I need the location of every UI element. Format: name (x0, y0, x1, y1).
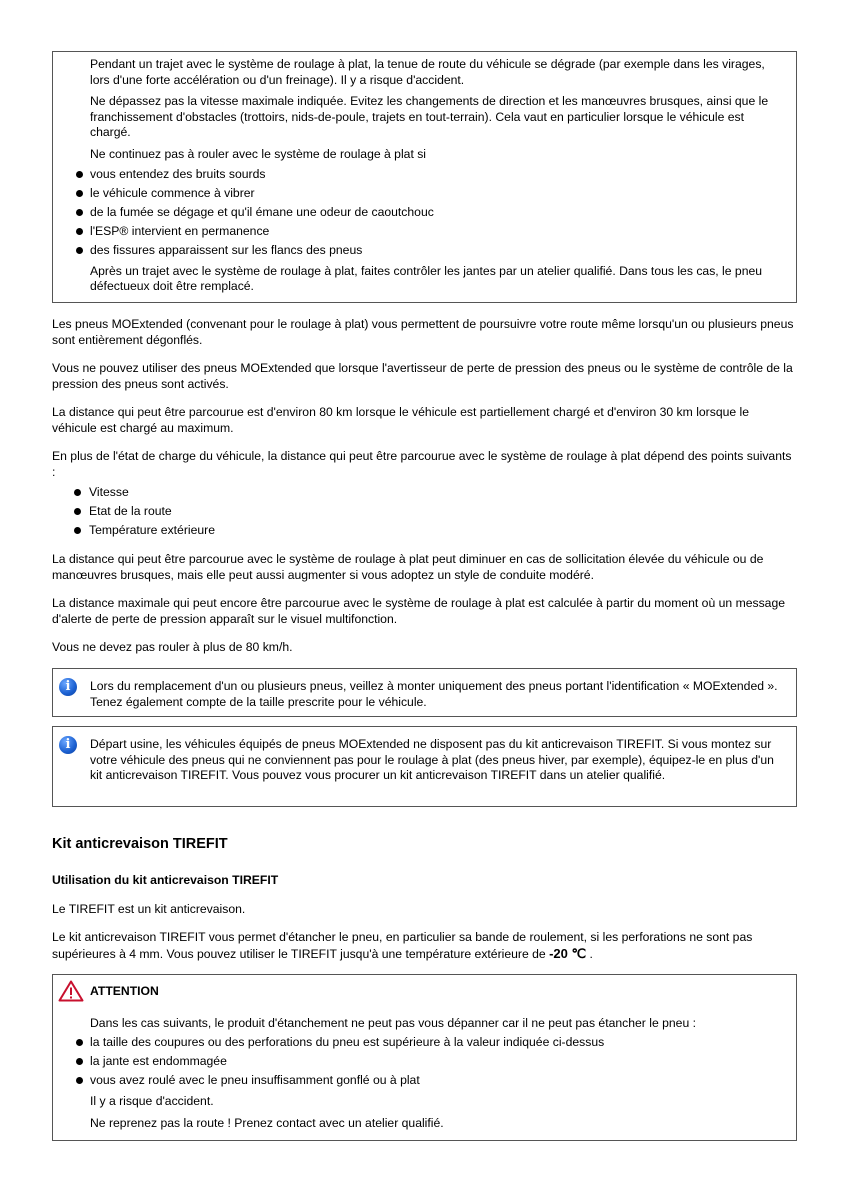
list-item: Etat de la route (52, 502, 797, 521)
info-text: Départ usine, les véhicules équipés de pneus MOExtended ne disposent pas du kit anticrevaison TIREFIT. Si vous montez sur votre véhicule des pneus qui ne conviennent pas pour le roulage à plat (des pneus hiver, par exemple), équipez-le en plus d'un kit anticrevaison TIREFIT. Vous pouvez vous procurer un kit anticrevaison TIREFIT dans un atelier qualifié. (90, 737, 774, 783)
factor-list (52, 483, 797, 540)
info-box (52, 726, 797, 807)
list-item: le véhicule commence à vibrer (53, 184, 782, 203)
body-paragraph: Vous ne devez pas rouler à plus de 80 km/h. (52, 640, 293, 654)
attention-box (52, 974, 797, 1141)
list-item: la jante est endommagée (53, 1052, 782, 1071)
attention-risk: Il y a risque d'accident. (90, 1094, 214, 1109)
attention-final: Ne reprenez pas la route ! Prenez contact avec un atelier qualifié. (90, 1115, 444, 1130)
warning-triangle-icon (58, 980, 84, 1002)
info-icon: i (59, 678, 77, 696)
body-paragraph: Les pneus MOExtended (convenant pour le roulage à plat) vous permettent de poursuivre votre route même lorsqu'un ou plusieurs pneus sont entièrement dégonflés. (52, 317, 794, 347)
temperature-value: ‑20 ℃ (549, 945, 587, 961)
list-item: Vitesse (52, 483, 797, 502)
section-title: Kit anticrevaison TIREFIT (52, 836, 228, 852)
list-item: l'ESP® intervient en permanence (53, 222, 782, 241)
warning-intro: Pendant un trajet avec le système de roulage à plat, la tenue de route du véhicule se dégrade (par exemple dans les virages, lors d'une forte accélération ou d'un freinage). Il y a risque d'accident. (90, 57, 765, 87)
list-item: Température extérieure (52, 521, 797, 540)
warning-stop-lead: Ne continuez pas à rouler avec le système de roulage à plat si (90, 146, 427, 161)
attention-lead: Dans les cas suivants, le produit d'étanchement ne peut pas vous dépanner car il ne peut pas étancher le pneu : (90, 1015, 696, 1030)
body-paragraph: En plus de l'état de charge du véhicule, la distance qui peut être parcourue avec le système de roulage à plat dépend des points suivants : (52, 449, 792, 479)
tirefit-text-end: . (586, 946, 593, 961)
body-paragraph: La distance qui peut être parcourue est d'environ 80 km lorsque le véhicule est partiellement chargé et d'environ 30 km lorsque le véhicule est chargé au maximum. (52, 405, 750, 435)
body-paragraph: La distance maximale qui peut encore être parcourue avec le système de roulage à plat est calculée à partir du moment où un message d'alerte de perte de pression apparaît sur le visuel multifonction. (52, 596, 786, 626)
list-item: vous avez roulé avec le pneu insuffisamment gonflé ou à plat (53, 1071, 782, 1090)
info-icon: i (59, 736, 77, 754)
info-text: Lors du remplacement d'un ou plusieurs pneus, veillez à monter uniquement des pneus portant l'identification « MOExtended ». Tenez également compte de la taille prescrite pour le véhicule. (90, 679, 778, 709)
warning-stop-list (53, 165, 782, 260)
warning-box-top (52, 51, 797, 303)
attention-list (53, 1033, 782, 1090)
body-paragraph: Vous ne pouvez utiliser des pneus MOExtended que lorsque l'avertisseur de perte de pression des pneus ou le système de contrôle de la pression des pneus sont activés. (52, 361, 793, 391)
body-paragraph (52, 930, 797, 962)
body-paragraph: La distance qui peut être parcourue avec le système de roulage à plat peut diminuer en cas de sollicitation élevée du véhicule ou de manœuvres brusques, mais elle peut aussi augmenter si vous adoptez un style de conduite modéré. (52, 552, 764, 582)
section-subtitle: Utilisation du kit anticrevaison TIREFIT (52, 873, 279, 887)
list-item: vous entendez des bruits sourds (53, 165, 782, 184)
body-paragraph: Le TIREFIT est un kit anticrevaison. (52, 902, 246, 916)
warning-advice: Ne dépassez pas la vitesse maximale indiquée. Evitez les changements de direction et les manœuvres brusques, ainsi que le franchissement d'obstacles (trottoirs, nids-de-poule, trajets en tout-terrain). Cela vaut en particulier lorsque le véhicule est chargé. (90, 94, 769, 140)
tirefit-text: Le kit anticrevaison TIREFIT vous permet d'étancher le pneu, en particulier sa bande de roulement, si les perforations ne sont pas supérieures à 4 mm. Vous pouvez utiliser le TIREFIT jusqu'à une température extérieure de (52, 930, 753, 961)
attention-label: ATTENTION (90, 984, 159, 998)
info-box (52, 668, 797, 717)
list-item: de la fumée se dégage et qu'il émane une odeur de caoutchouc (53, 203, 782, 222)
warning-after: Après un trajet avec le système de roulage à plat, faites contrôler les jantes par un atelier qualifié. Dans tous les cas, le pneu défectueux doit être remplacé. (90, 263, 763, 294)
list-item: des fissures apparaissent sur les flancs des pneus (53, 241, 782, 260)
list-item: la taille des coupures ou des perforations du pneu est supérieure à la valeur indiquée ci-dessus (53, 1033, 782, 1052)
